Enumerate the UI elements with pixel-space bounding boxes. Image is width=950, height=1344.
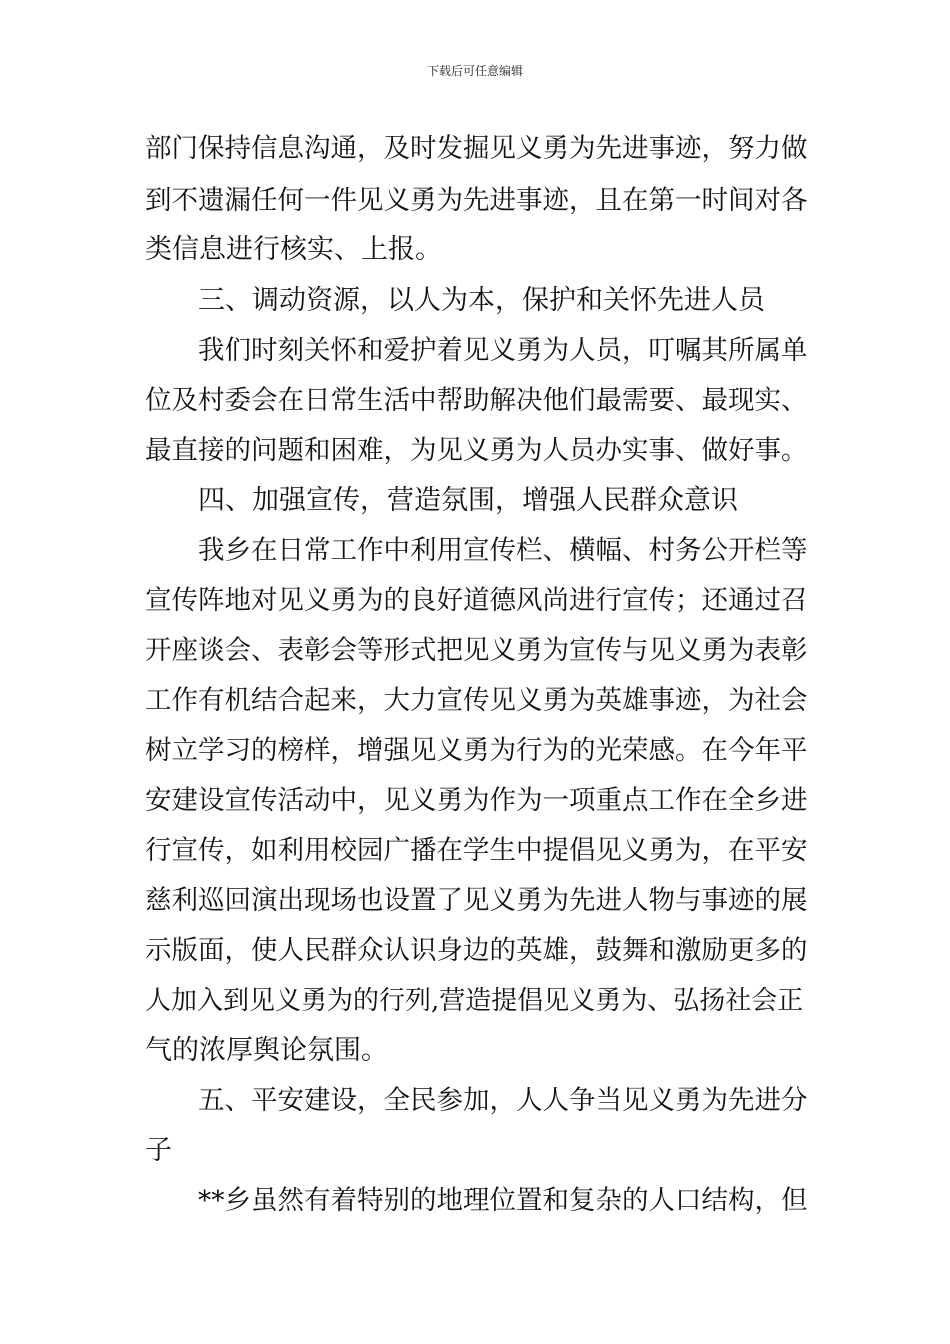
body-line-1: 部门保持信息沟通，及时发掘见义勇为先进事迹，努力做 [145, 133, 808, 164]
body-line-18: 人加入到见义勇为的行列,营造提倡见义勇为、弘扬社会正 [145, 986, 804, 1016]
page-header-note: 下载后可任意编辑 [426, 64, 523, 78]
body-line-9: 我乡在日常工作中利用宣传栏、横幅、村务公开栏等 [198, 535, 808, 566]
body-line-17: 示版面，使人民群众认识身边的英雄，鼓舞和激励更多的 [145, 935, 808, 966]
body-line-22: **乡虽然有着特别的地理位置和复杂的人口结构，但 [198, 1185, 808, 1216]
body-line-3: 类信息进行核实、上报。 [145, 234, 442, 265]
body-line-14: 安建设宣传活动中，见义勇为作为一项重点工作在全乡进 [145, 785, 808, 816]
body-line-11: 开座谈会、表彰会等形式把见义勇为宣传与见义勇为表彰 [145, 635, 808, 666]
section-heading-4: 四、加强宣传，营造氛围，增强人民群众意识 [198, 485, 738, 516]
body-line-16: 慈利巡回演出现场也设置了见义勇为先进人物与事迹的展 [145, 885, 808, 916]
body-line-5: 我们时刻关怀和爱护着见义勇为人员，叮嘱其所属单 [198, 335, 808, 366]
body-line-13: 树立学习的榜样，增强见义勇为行为的光荣感。在今年平 [145, 735, 808, 766]
body-line-15: 行宣传，如利用校园广播在学生中提倡见义勇为，在平安 [145, 835, 808, 866]
body-line-19: 气的浓厚舆论氛围。 [145, 1035, 388, 1066]
section-heading-5-cont: 子 [145, 1135, 172, 1166]
body-line-12: 工作有机结合起来，大力宣传见义勇为英雄事迹，为社会 [145, 685, 808, 716]
body-line-6: 位及村委会在日常生活中帮助解决他们最需要、最现实、 [145, 385, 808, 416]
body-line-7: 最直接的问题和困难，为见义勇为人员办实事、做好事。 [145, 435, 808, 466]
body-line-2: 到不遗漏任何一件见义勇为先进事迹，且在第一时间对各 [145, 185, 808, 216]
body-line-10: 宣传阵地对见义勇为的良好道德风尚进行宣传；还通过召 [145, 585, 808, 616]
section-heading-5: 五、平安建设，全民参加，人人争当见义勇为先进分 [198, 1085, 808, 1116]
section-heading-3: 三、调动资源，以人为本，保护和关怀先进人员 [198, 285, 765, 316]
